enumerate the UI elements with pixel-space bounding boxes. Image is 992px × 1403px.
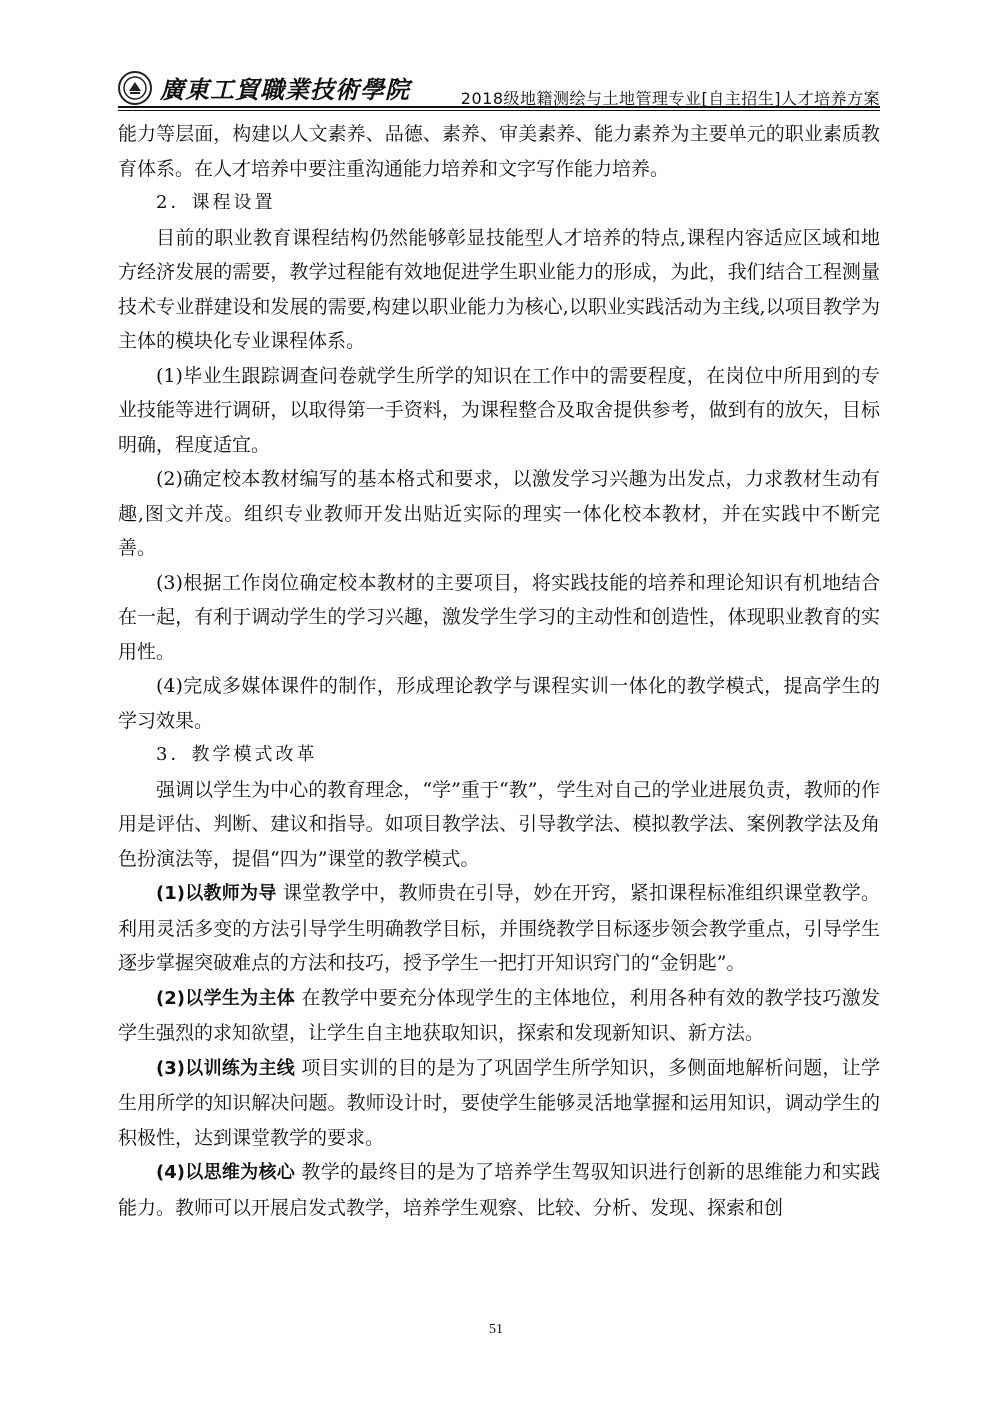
list-item: (4)完成多媒体课件的制作，形成理论教学与课程实训一体化的教学模式，提高学生的学习效果。 — [118, 675, 880, 732]
mode-item-title: (4)以思维为核心 — [156, 1162, 296, 1183]
mode-item — [118, 981, 880, 1051]
document-title: 2018级地籍测绘与土地管理专业[自主招生]人才培养方案 — [460, 89, 880, 108]
paragraph: 强调以学生为中心的教育理念，“学”重于“教”，学生对自己的学业进展负责，教师的作用是评估、判断、建议和指导。如项目教学法、引导教学法、模拟教学法、案例教学法及角色扮演法等，提倡“四为”课堂的教学模式。 — [118, 778, 880, 870]
header-rule — [118, 106, 880, 108]
header-rule-thin — [118, 110, 880, 111]
paragraph: 目前的职业教育课程结构仍然能够彰显技能型人才培养的特点,课程内容适应区域和地方经济发展的需要，教学过程能有效地促进学生职业能力的形成，为此，我们结合工程测量技术专业群建设和发展的需要,构建以职业能力为核心,以职业实践活动为主线,以项目教学为主体的模块化专业课程体系。 — [118, 226, 880, 352]
mode-item — [118, 1051, 880, 1156]
mode-item-title: (1)以教师为导 — [156, 883, 277, 904]
mode-item-text: 项目实训的目的是为了巩固学生所学知识，多侧面地解析问题，让学生用所学的知识解决问题。教师设计时，要使学生能够灵活地掌握和运用知识，调动学生的积极性，达到课堂教学的要求。 — [118, 1056, 880, 1149]
mode-item — [118, 1155, 880, 1225]
school-name: 廣東工貿職業技術學院 — [160, 75, 410, 104]
school-logo — [118, 70, 410, 105]
list-item: (1)毕业生跟踪调查问卷就学生所学的知识在工作中的需要程度，在岗位中所用到的专业技能等进行调研，以取得第一手资料，为课程整合及取舍提供参考，做到有的放矢，目标明确，程度适宜。 — [118, 364, 880, 456]
school-emblem-icon — [118, 71, 152, 105]
page-number: 51 — [489, 1322, 503, 1337]
mode-item-text: 在教学中要充分体现学生的主体地位，利用各种有效的教学技巧激发学生强烈的求知欲望，让学生自主地获取知识，探索和发现新知识、新方法。 — [118, 986, 880, 1044]
mode-item — [118, 876, 880, 981]
list-item: (2)确定校本教材编写的基本格式和要求，以激发学习兴趣为出发点，力求教材生动有趣,图文并茂。组织专业教师开发出贴近实际的理实一体化校本教材，并在实践中不断完善。 — [118, 468, 880, 559]
mode-item-title: (3)以训练为主线 — [156, 1057, 296, 1079]
paragraph: 能力等层面，构建以人文素养、品德、素养、审美素养、能力素养为主要单元的职业素质教育体系。在人才培养中要注重沟通能力培养和文字写作能力培养。 — [118, 123, 880, 180]
mode-item-text: 课堂教学中，教师贵在引导，妙在开窍，紧扣课程标准组织课堂教学。利用灵活多变的方法引导学生明确教学目标，并围绕教学目标逐步领会教学重点，引导学生逐步掌握突破难点的方法和技巧，授予学生一把打开知识窍门的“金钥匙”。 — [118, 882, 880, 974]
mode-item-title: (2)以学生为主体 — [156, 987, 296, 1009]
list-item: (3)根据工作岗位确定校本教材的主要项目，将实践技能的培养和理论知识有机地结合在一起，有利于调动学生的学习兴趣，激发学生学习的主动性和创造性，体现职业教育的实用性。 — [118, 571, 880, 663]
section-heading: 2．课程设置 — [156, 192, 276, 213]
page-body — [118, 117, 880, 1225]
mode-item-text: 教学的最终目的是为了培养学生驾驭知识进行创新的思维能力和实践能力。教师可以开展启发式教学，培养学生观察、比较、分析、发现、探索和创 — [118, 1161, 880, 1219]
section-heading: 3．教学模式改革 — [156, 744, 318, 765]
page-header — [118, 66, 880, 110]
